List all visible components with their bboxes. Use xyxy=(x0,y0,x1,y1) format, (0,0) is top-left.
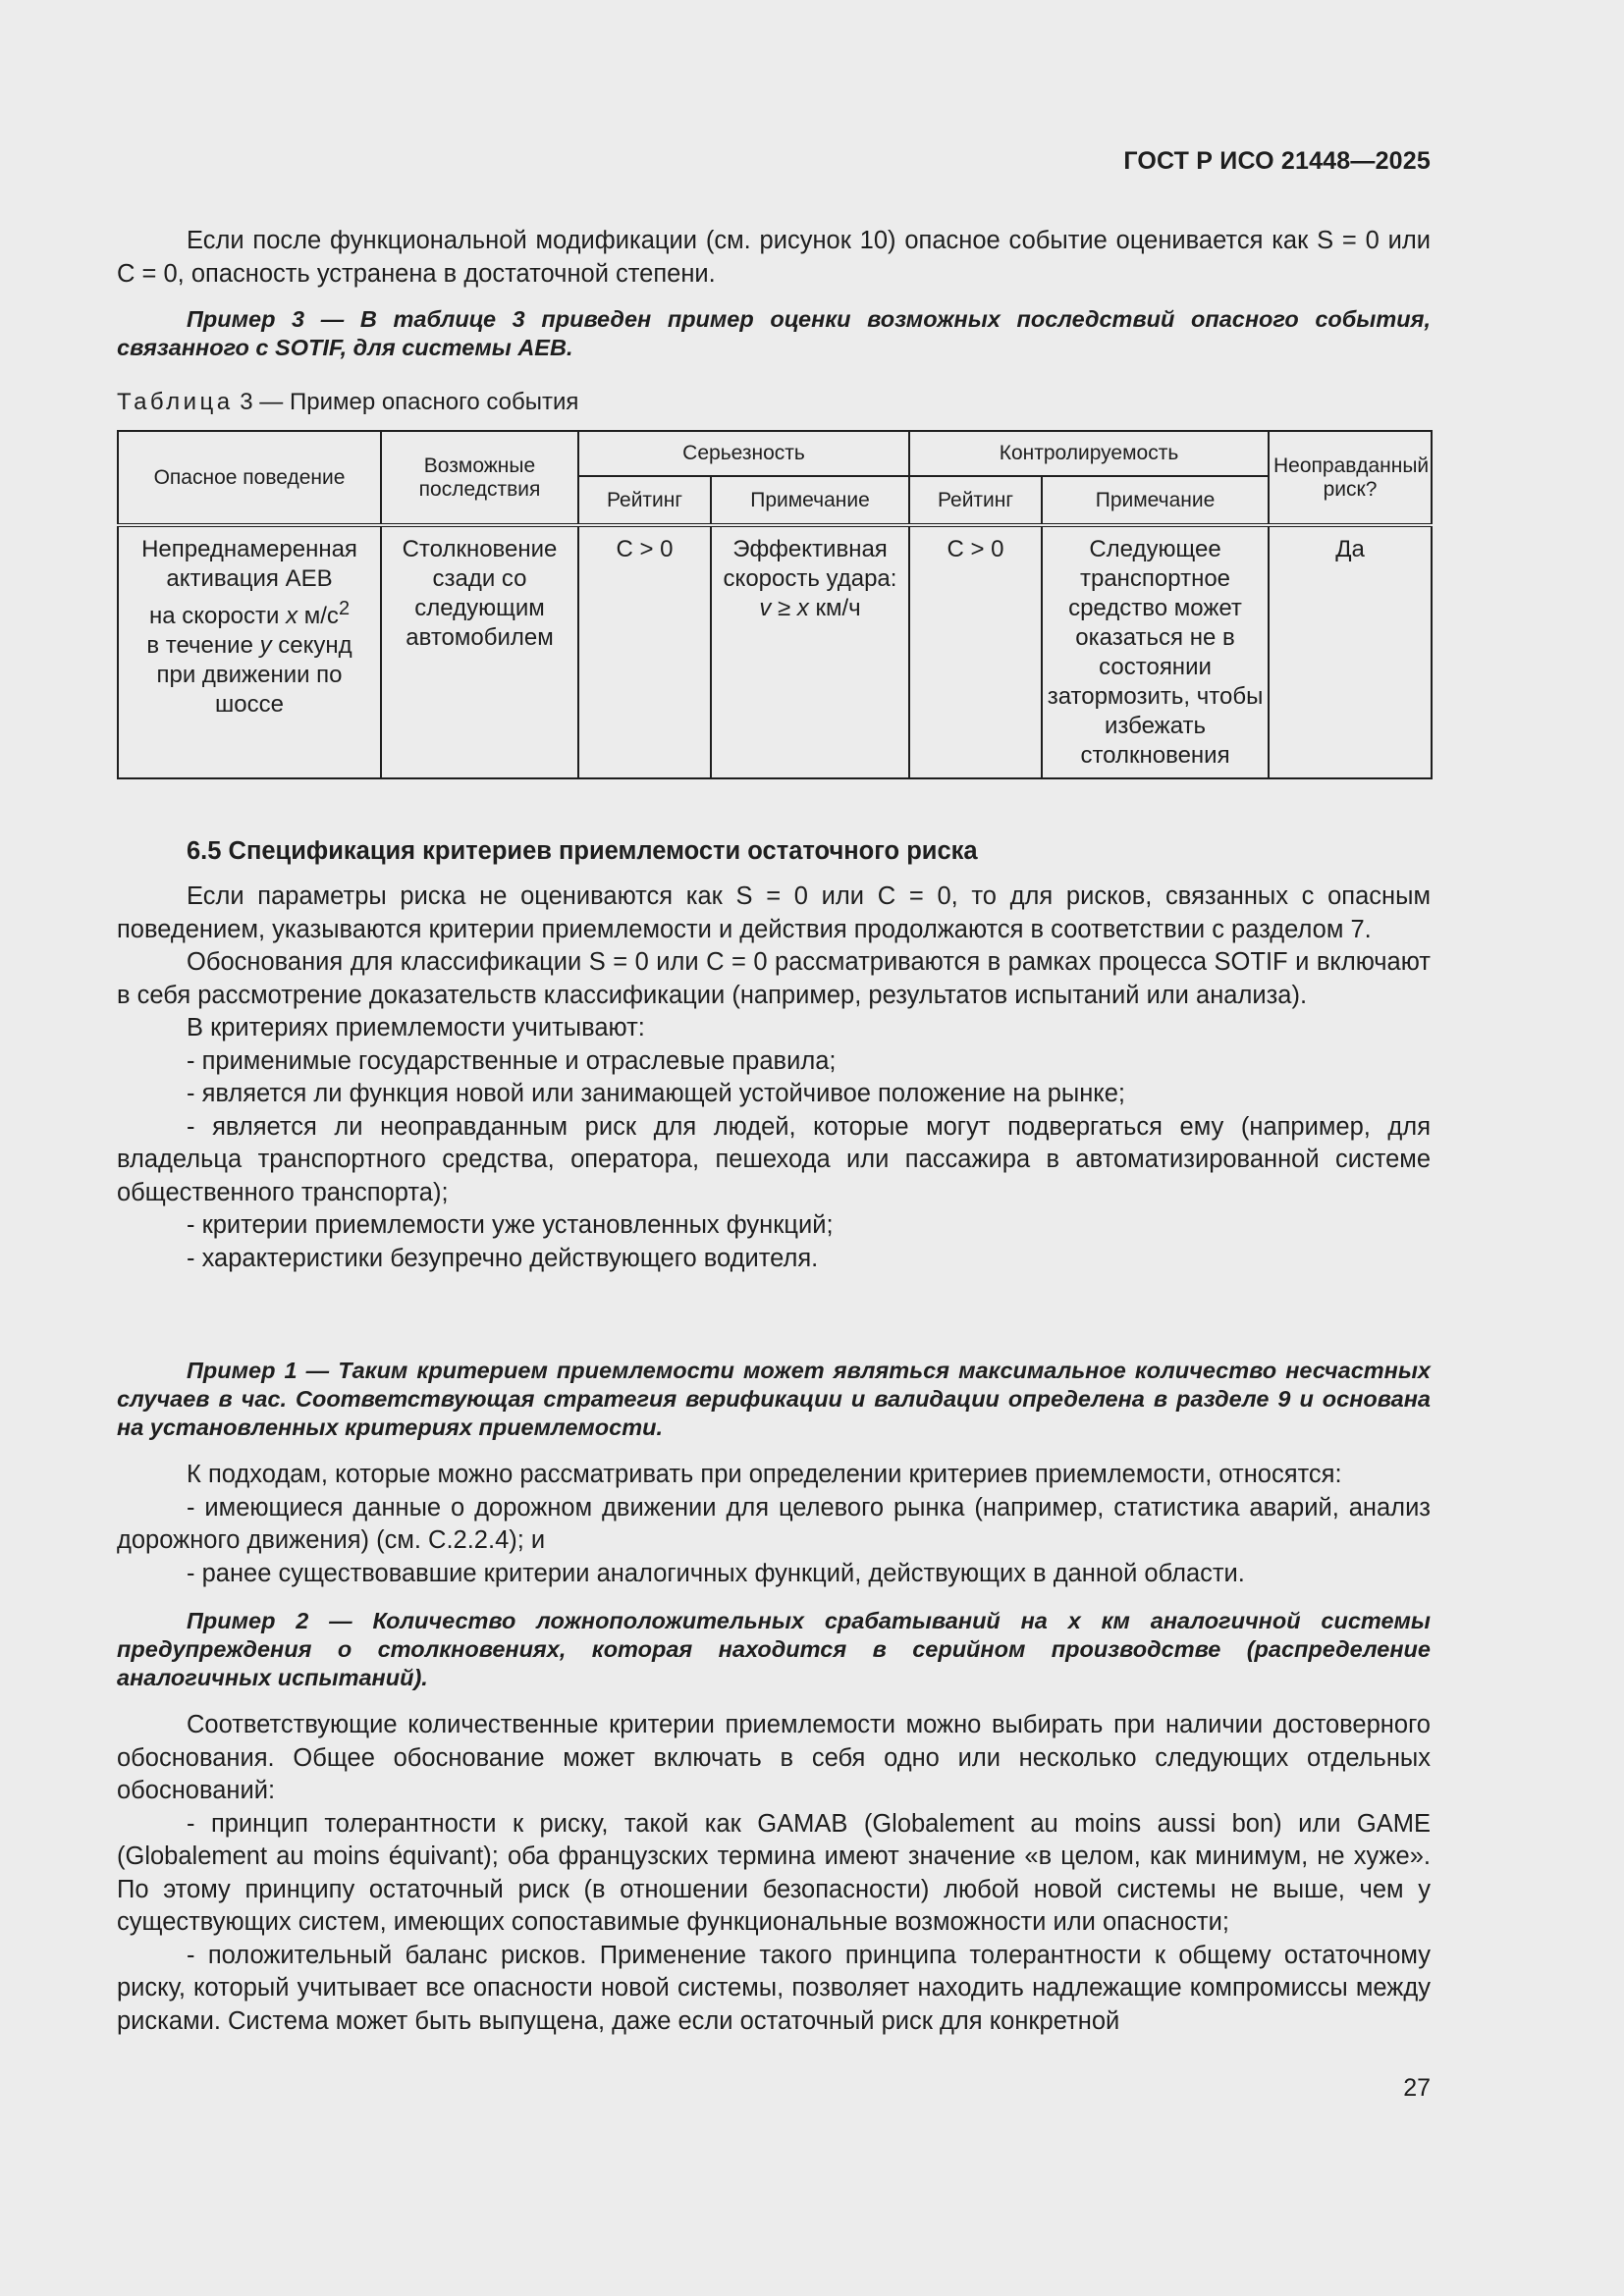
table-row xyxy=(118,525,1432,778)
header-controllability: Контролируемость xyxy=(909,431,1269,476)
list-item: - положительный баланс рисков. Применение такого принципа толерантности к общему остаточному риску, который учитывает все опасности новой системы, позволяет находить надлежащие компромиссы между рисками. Система может быть выпущена, даже если остаточный риск для конкретной xyxy=(117,1941,1431,2035)
header-severity-note: Примечание xyxy=(711,476,909,525)
example-2-block xyxy=(117,1607,1431,1692)
cell-unreasonable-risk: Да xyxy=(1269,525,1432,778)
header-consequences: Возможные последствия xyxy=(381,431,578,525)
example-3-block xyxy=(117,305,1431,362)
intro-paragraph: Если после функциональной модификации (см. рисунок 10) опасное событие оценивается как S = 0 или C = 0, опасность устранена в достаточной степени. xyxy=(117,227,1431,288)
quantitative-criteria-block xyxy=(117,1709,1431,2038)
paragraph: Обоснования для классификации S = 0 или C = 0 рассматриваются в рамках процесса SOTIF и включают в себя рассмотрение доказательств классификации (например, результатов испытаний или анализа). xyxy=(117,948,1431,1009)
header-hazard: Опасное поведение xyxy=(118,431,381,525)
cell-controllability-rating: C > 0 xyxy=(909,525,1042,778)
section-title: 6.5 Спецификация критериев приемлемости остаточного риска xyxy=(187,837,978,865)
example-1-block xyxy=(117,1357,1431,1442)
page-number: 27 xyxy=(1403,2074,1431,2102)
approaches-block xyxy=(117,1459,1431,1590)
intro-block xyxy=(117,225,1431,291)
example-3: Пример 3 — В таблице 3 приведен пример оценки возможных последствий опасного события, связанного с SOTIF, для системы AEB. xyxy=(117,306,1431,360)
cell-controllability-note: Следующее транспортное средство может оказаться не в состоянии затормозить, чтобы избежать столкновения xyxy=(1042,525,1269,778)
paragraph: В критериях приемлемости учитывают: xyxy=(187,1014,645,1041)
header-controllability-rating: Рейтинг xyxy=(909,476,1042,525)
header-controllability-note: Примечание xyxy=(1042,476,1269,525)
table-caption-label: Таблица xyxy=(117,389,234,415)
cell-severity-rating: C > 0 xyxy=(578,525,711,778)
section-6-5-heading-block xyxy=(117,835,1431,868)
table-caption-text: 3 — Пример опасного события xyxy=(240,389,579,415)
header-severity-rating: Рейтинг xyxy=(578,476,711,525)
paragraph: К подходам, которые можно рассматривать при определении критериев приемлемости, относятся: xyxy=(187,1461,1342,1488)
list-item: - имеющиеся данные о дорожном движении для целевого рынка (например, статистика аварий, анализ дорожного движения) (см. С.2.2.4); и xyxy=(117,1493,1431,1554)
table-caption xyxy=(117,389,578,416)
cell-consequence: Столкновение сзади со следующим автомобилем xyxy=(381,525,578,778)
example-2: Пример 2 — Количество ложноположительных срабатываний на x км аналогичной системы предупреждения о столкновениях, которая находится в серийном производстве (распределение аналогичных испытаний). xyxy=(117,1608,1431,1690)
example-1: Пример 1 — Таким критерием приемлемости может являться максимальное количество несчастных случаев в час. Соответствующая стратегия верификации и валидации определена в разделе 9 и основана на установленных критериях приемлемости. xyxy=(117,1358,1431,1440)
table-header-row xyxy=(118,431,1432,476)
cell-severity-note: Эффективная скорость удара: v ≥ x км/ч xyxy=(711,525,909,778)
list-item: - является ли функция новой или занимающей устойчивое положение на рынке; xyxy=(187,1080,1126,1107)
list-item: - критерии приемлемости уже установленных функций; xyxy=(187,1211,834,1239)
paragraph: Если параметры риска не оцениваются как S = 0 или C = 0, то для рисков, связанных с опасным поведением, указываются критерии приемлемости и действия продолжаются в соответствии с разделом 7. xyxy=(117,882,1431,943)
section-body xyxy=(117,881,1431,1275)
cell-hazard: Непреднамеренная активация AEB на скорости x $м/с^2$ в течение y секунд при движении по шоссе xyxy=(118,525,381,778)
list-item: - принцип толерантности к риску, такой как GAMAB (Globalement au moins aussi bon) или GAME (Globalement au moins équivant); оба французских термина имеют значение «в целом, как минимум, не хуже». По этому принципу остаточный риск (в отношении безопасности) любой новой системы не выше, чем у существующих систем, имеющих сопоставимые функциональные возможности или опасности; xyxy=(117,1809,1431,1936)
hazard-table xyxy=(117,430,1433,779)
header-severity: Серьезность xyxy=(578,431,909,476)
header-unreasonable-risk: Неоправданный риск? xyxy=(1269,431,1432,525)
list-item: - является ли неоправданным риск для людей, которые могут подвергаться ему (например, для владельца транспортного средства, оператора, пешехода или пассажира в автоматизированной системе общественного транспорта); xyxy=(117,1112,1431,1206)
list-item: - характеристики безупречно действующего водителя. xyxy=(187,1244,819,1272)
list-item: - ранее существовавшие критерии аналогичных функций, действующих в данной области. xyxy=(187,1559,1245,1587)
list-item: - применимые государственные и отраслевые правила; xyxy=(187,1046,837,1075)
document-header: ГОСТ Р ИСО 21448—2025 xyxy=(1123,147,1431,175)
paragraph: Соответствующие количественные критерии приемлемости можно выбирать при наличии достоверного обоснования. Общее обоснование может включать в себя одно или несколько следующих отдельных обоснований: xyxy=(117,1711,1431,1804)
